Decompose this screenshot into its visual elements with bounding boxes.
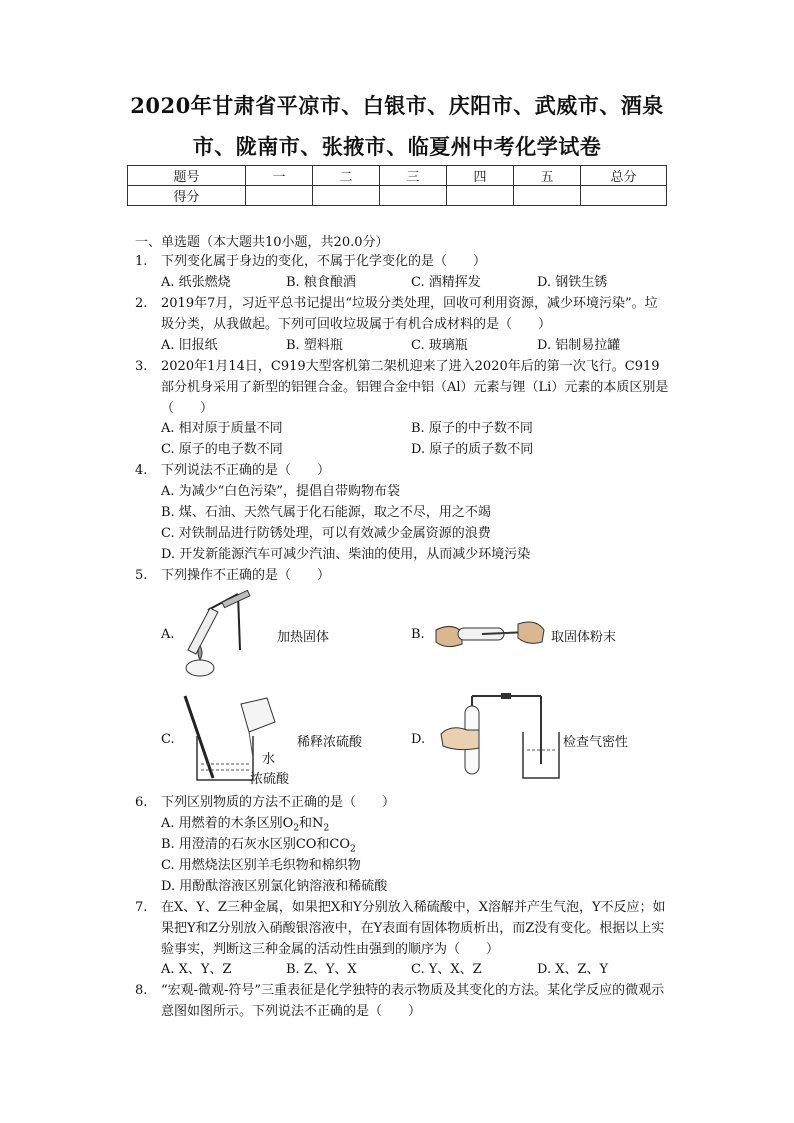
option-b[interactable]: B. Z、Y、X [286,962,357,977]
option-c[interactable]: C. 用燃烧法区别羊毛织物和棉织物 [161,858,361,873]
option-c[interactable]: C. 玻璃瓶 [411,338,468,353]
score-header-cell: 四 [447,166,514,186]
subscript: 2 [293,823,300,834]
option-d[interactable]: D. [411,732,426,747]
option-b[interactable]: B. [411,627,425,642]
score-header-cell: 三 [380,166,447,186]
score-cell[interactable] [313,186,380,206]
score-header-cell: 二 [313,166,380,186]
option-b[interactable]: B. 煤、石油、天然气属于化石能源，取之不尽，用之不竭 [161,505,491,520]
score-cell[interactable] [514,186,581,206]
option-c[interactable]: C. Y、X、Z [411,962,482,977]
figure-caption: 检查气密性 [563,735,629,750]
score-cell[interactable] [581,186,667,206]
question-stem: 2020年1月14日，C919大型客机第二架机迎来了进入2020年后的第一次飞行。C919部分机身采用了新型的铝锂合金。铝锂合金中铝（Al）元素与锂（Li）元素的本质区别是（ ） [161,359,669,416]
score-cell[interactable] [246,186,313,206]
exam-title-line2: 市、陇南市、张掖市、临夏州中考化学试卷 [192,134,602,159]
water-label: 水 [262,752,276,767]
acid-label: 浓硫酸 [250,772,290,787]
score-cell[interactable] [447,186,514,206]
score-header-cell: 总分 [581,166,667,186]
score-header-cell: 五 [514,166,581,186]
question-3 [135,356,670,419]
question-8 [135,980,670,1022]
score-table [127,165,667,206]
question-number: 4. [135,463,148,478]
question-6 [135,792,670,813]
option-d[interactable]: D. 铝制易拉罐 [537,338,621,353]
question-stem: 下列操作不正确的是（ ） [161,568,331,583]
option-b[interactable]: B. 塑料瓶 [286,338,343,353]
section-heading: 一、单选题（本大题共10小题，共20.0分） [135,235,389,250]
question-1 [135,251,670,272]
question-number: 1. [135,254,148,269]
question-number: 8. [135,983,148,998]
score-table-header-row [128,166,667,186]
score-row-label: 得分 [128,186,246,206]
question-4 [135,460,670,481]
option-a[interactable]: A. 旧报纸 [161,338,218,353]
question-stem: 下列说法不正确的是（ ） [161,463,331,478]
figure-caption: 稀释浓硫酸 [297,735,363,750]
option-c[interactable]: C. [161,732,175,747]
question-stem: 下列区别物质的方法不正确的是（ ） [161,795,396,810]
option-d[interactable]: D. 钢铁生锈 [537,275,608,290]
option-c[interactable]: C. 酒精挥发 [411,275,481,290]
question-7 [135,897,670,960]
question-stem: 下列变化属于身边的变化，不属于化学变化的是（ ） [161,254,487,269]
taking-powder-figure [432,612,547,654]
question-number: 5. [135,568,148,583]
option-a[interactable]: A. 纸张燃烧 [161,275,231,290]
question-number: 3. [135,359,148,374]
question-5 [135,565,670,586]
subscript: 2 [323,823,330,834]
figure-caption: 取固体粉末 [551,630,617,645]
option-a[interactable]: A. [161,627,175,642]
option-d[interactable]: D. 开发新能源汽车可减少汽油、柴油的使用，从而减少环境污染 [161,547,531,562]
option-d[interactable]: D. X、Z、Y [537,962,609,977]
option-d[interactable]: D. 用酚酞溶液区别氯化钠溶液和稀硫酸 [161,879,388,894]
exam-title-line1: 2020年甘肃省平凉市、白银市、庆阳市、武威市、酒泉 [130,93,664,118]
score-table-score-row [128,186,667,206]
question-2 [135,293,670,335]
option-a[interactable]: A. 为减少“白色污染”，提倡自带购物布袋 [161,484,400,499]
heating-solid-figure [178,590,273,680]
question-stem: “宏观-微观-符号”三重表征是化学独特的表示物质及其变化的方法。某化学反应的微观示意图如图所示。下列说法不正确的是（ ） [161,983,665,1019]
score-cell[interactable] [380,186,447,206]
question-stem: 2019年7月，习近平总书记提出“垃圾分类处理，回收可利用资源，减少环境污染”。垃圾分类，从我做起。下列可回收垃圾属于有机合成材料的是（ ） [161,296,658,332]
score-header-cell: 题号 [128,166,246,186]
question-stem: 在X、Y、Z三种金属，如果把X和Y分别放入稀硫酸中，X溶解并产生气泡，Y不反应；如果把Y和Z分别放入硝酸银溶液中，在Y表面有固体物质析出，而Z没有变化。根据以上实验事实，判断这三种金属的活动性由强到的顺序为（ ） [161,900,666,957]
subscript: 2 [350,844,356,855]
question-number: 6. [135,795,148,810]
option-b[interactable]: B. 原子的中子数不同 [411,421,533,436]
score-header-cell: 一 [246,166,313,186]
option-text: B. 用澄清的石灰水区别CO和CO [161,837,351,852]
option-c[interactable]: C. 原子的电子数不同 [161,442,283,457]
option-a[interactable]: A. 相对原于质量不同 [161,421,283,436]
question-number: 2. [135,296,148,311]
option-c[interactable]: C. 对铁制品进行防锈处理，可以有效减少金属资源的浪费 [161,526,491,541]
option-d[interactable]: D. 原子的质子数不同 [411,442,534,457]
question-number: 7. [135,900,148,915]
option-text: 和N [299,816,324,831]
option-b[interactable]: B. 粮食酿酒 [286,275,356,290]
option-text: A. 用燃着的木条区别O [161,816,294,831]
option-a[interactable]: A. X、Y、Z [161,962,232,977]
figure-caption: 加热固体 [277,630,330,645]
airtightness-check-figure [437,690,562,782]
